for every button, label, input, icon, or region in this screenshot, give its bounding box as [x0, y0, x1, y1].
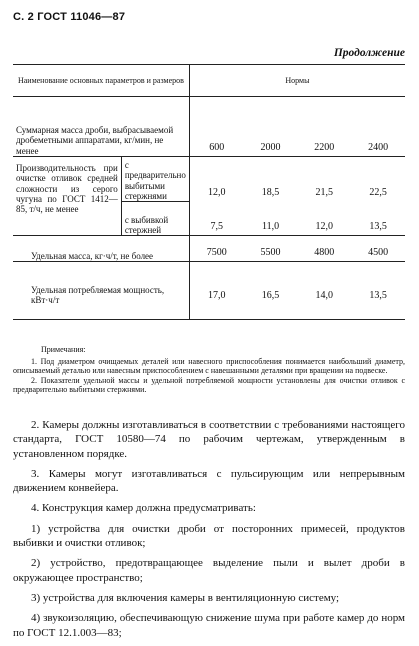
continuation-label: Продолжение: [333, 47, 405, 59]
paragraph: 3) устройства для включения камеры в вентиляционную систему;: [31, 591, 340, 604]
table-row: [13, 236, 405, 262]
parameters-table: [13, 64, 405, 320]
row-name: Производительность при очистке отливок средней сложности из серого чугуна по ГОСТ 1412—85, т/ч, не менее: [13, 157, 121, 236]
note-item: 2. Показатели удельной массы и удельной потребляемой мощности установлены для очистки отливок с предварительно выбитыми стержнями.: [13, 375, 405, 395]
table-cell: 7500: [189, 236, 243, 262]
table-cell: 2000: [260, 141, 281, 153]
table-cell: 16,5: [244, 262, 298, 320]
table-cell: 2200: [314, 141, 335, 153]
table-cell: 13,5: [351, 262, 405, 320]
column-header-norms: Нормы: [189, 65, 405, 97]
row-name: Суммарная масса дроби, выбрасываемой дробеметными аппаратами, кг/мин, не менее: [16, 124, 174, 156]
paragraph: 3. Камеры могут изготавливаться с пульсирующим или непрерывным движением конвейера.: [13, 467, 405, 495]
table-cell: 12,0: [315, 220, 334, 232]
table-cell: 14,0: [297, 262, 351, 320]
table-row: [13, 262, 405, 320]
paragraph: 4) звукоизоляцию, обеспечивающую снижение шума при работе камер до норм по ГОСТ 12.1.003—83;: [13, 612, 405, 639]
row-sublabel: с предварительно выбитыми стержнями: [121, 157, 189, 202]
notes-title: Примечания:: [41, 345, 86, 354]
table-cell: 13,5: [369, 220, 387, 232]
table-cell: 5500: [244, 236, 298, 262]
table-cell: 600: [189, 97, 243, 157]
paragraph: 2) устройство, предотвращающее выделение пыли и вылет дроби в окружающее пространство;: [13, 557, 405, 584]
table-cell: 21,5: [297, 157, 351, 202]
column-header-name: Наименование основных параметров и размеров: [13, 65, 189, 97]
table-cell: 17,0: [189, 262, 243, 320]
row-name: Удельная потребляемая мощность, кВт·ч/т: [13, 262, 189, 320]
table-cell: 7,5: [189, 202, 243, 236]
table-cell: 4800: [297, 236, 351, 262]
table-cell: 18,5: [244, 157, 298, 202]
body-text: [13, 418, 405, 646]
paragraph: 1) устройства для очистки дроби от посторонних примесей, продуктов выбивки и очистки отливок;: [13, 522, 405, 550]
table-row: [13, 157, 405, 202]
table-cell: 12,0: [189, 157, 243, 202]
paragraph: 4. Конструкция камер должна предусматривать:: [31, 502, 256, 515]
table-row: [13, 97, 405, 157]
page-header: С. 2 ГОСТ 11046—87: [13, 11, 126, 23]
notes-block: [13, 345, 405, 395]
note-item: 1. Под диаметром очищаемых деталей или навесного приспособления понимается наибольший диаметр, описываемый деталью или навесным приспособлением с навешанными деталями при вращении на подвеске.: [13, 356, 405, 376]
row-name: Удельная масса, кг·ч/т, не более: [13, 236, 189, 262]
table-header-row: [13, 65, 405, 97]
table-cell: 2400: [368, 141, 389, 153]
row-sublabel: с выбивкой стержней: [121, 202, 189, 236]
table-cell: 4500: [351, 236, 405, 262]
table-cell: 22,5: [351, 157, 405, 202]
table-cell: 11,0: [261, 220, 280, 232]
paragraph: 2. Камеры должны изготавливаться в соответствии с требованиями настоящего стандарта, ГОСТ 10580—74 по рабочим чертежам, утвержденным в установленном порядке.: [13, 419, 405, 460]
